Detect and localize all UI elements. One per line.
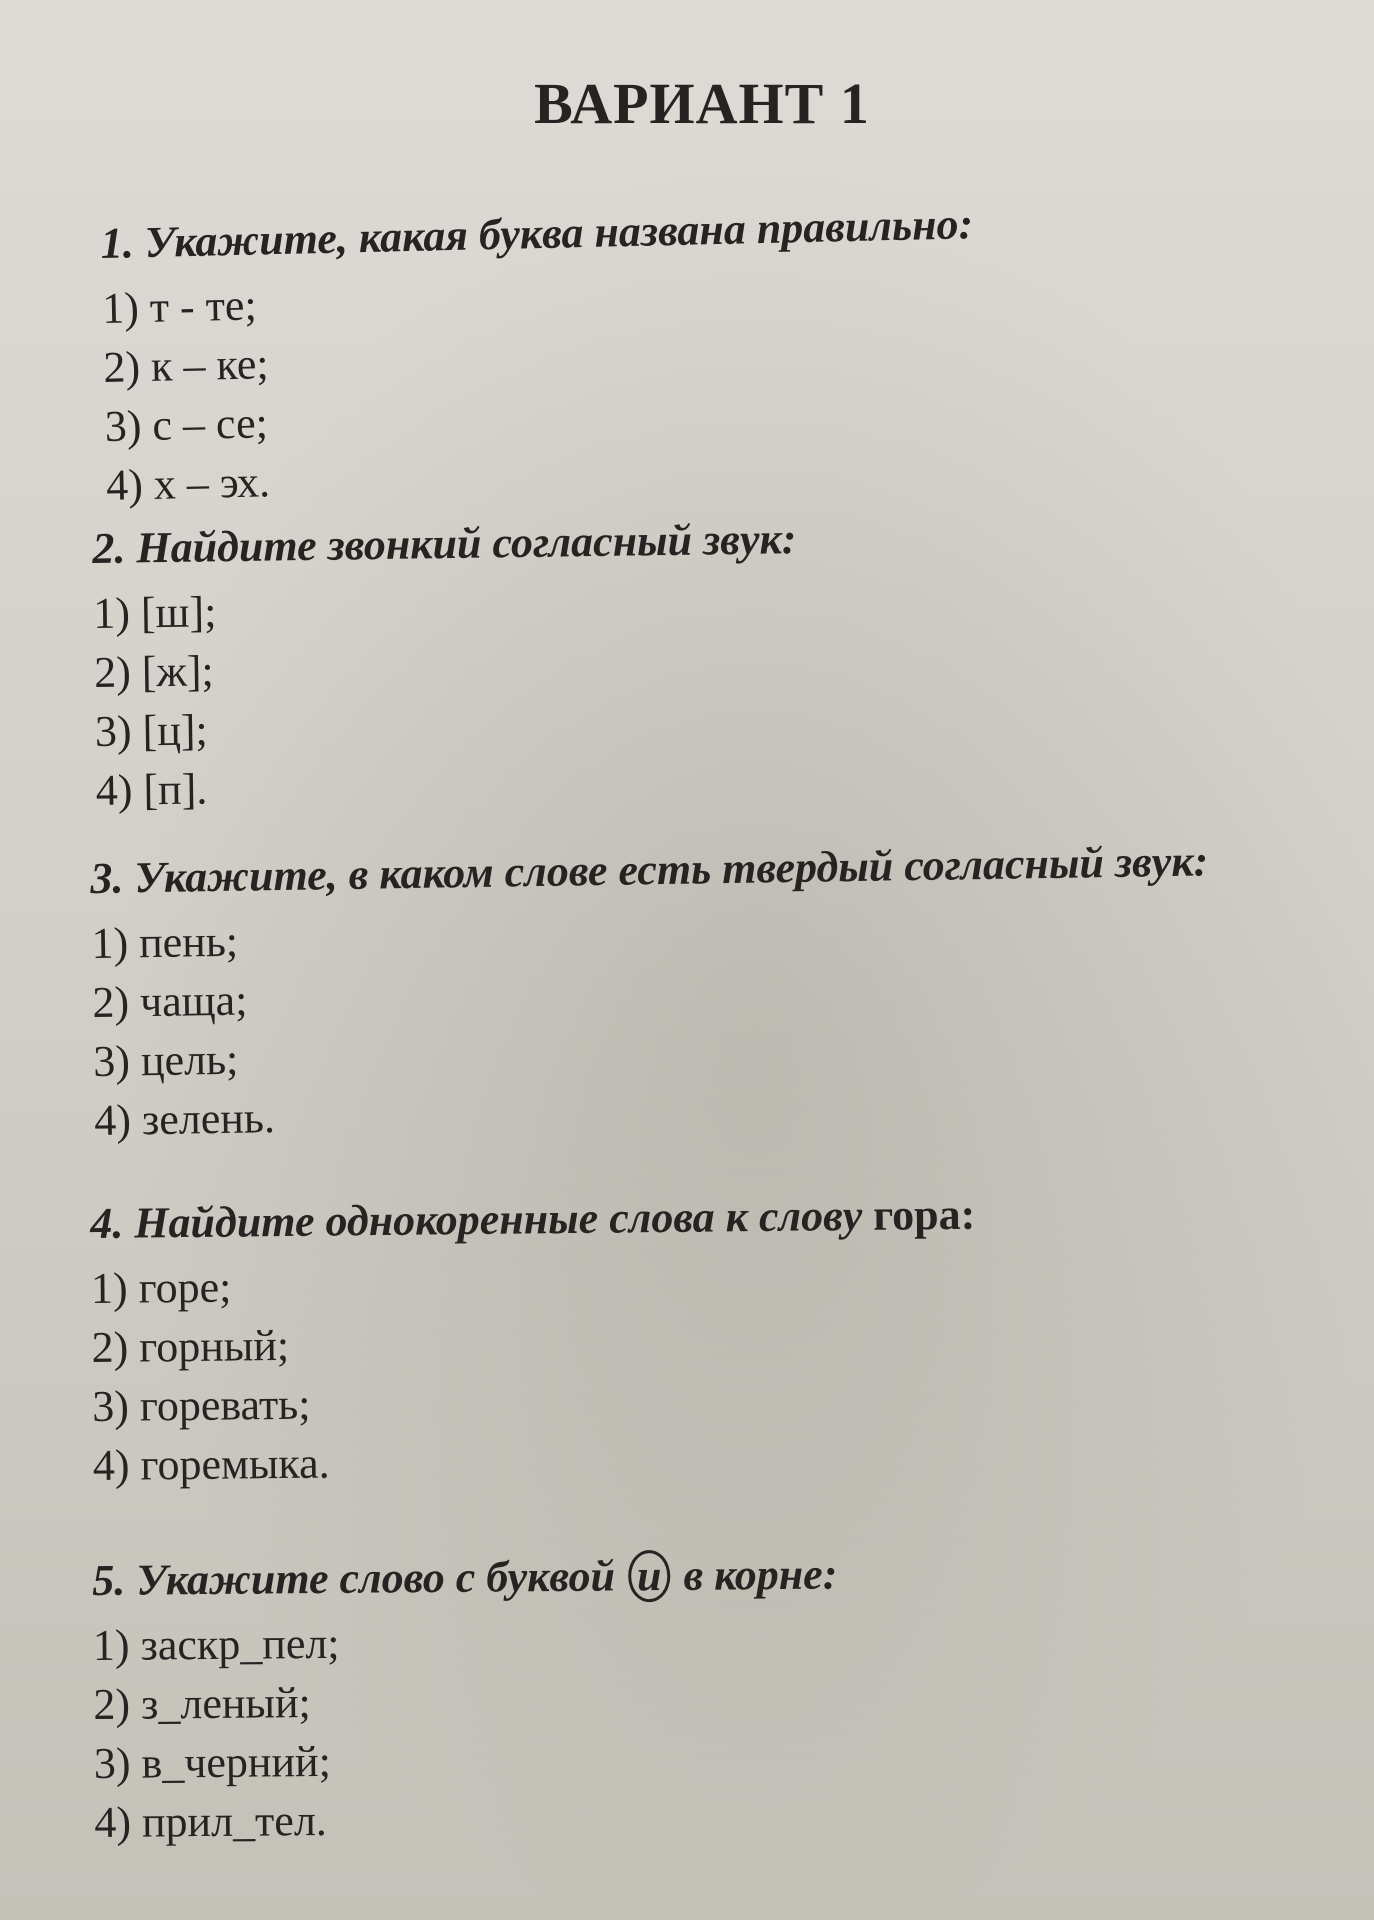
answer-option: 3) [ц]; [94,705,209,756]
answer-option: 4) прил_тел. [94,1795,327,1847]
question-title: 3. Укажите, в каком слове есть твердый согласный звук: [90,836,1209,903]
answer-option: 4) горемыка. [92,1438,330,1490]
answer-list [93,1605,1365,1852]
answer-option: 4) х – эх. [105,457,271,510]
answer-option: 1) горе; [90,1262,232,1313]
question-title: 2. Найдите звонкий согласный звук: [92,514,797,573]
answer-option: 2) чаща; [92,975,248,1027]
answer-option: 4) [п]. [95,764,208,815]
question-2 [92,502,1366,820]
answer-option: 2) к – ке; [102,339,270,392]
question-title [92,1541,1362,1610]
answer-list [91,1246,1363,1495]
question-4 [90,1182,1363,1495]
answer-option: 1) [ш]; [92,587,217,638]
question-title-after: в корне: [672,1549,838,1600]
question-title-word: гора: [872,1189,976,1240]
question-3 [90,830,1365,1150]
answer-option: 2) [ж]; [93,646,215,697]
answer-option: 1) заскр_пел; [92,1618,340,1670]
answer-option: 3) горевать; [91,1379,311,1431]
answer-option: 1) пень; [91,916,239,968]
question-title: 1. Укажите, какая буква названа правильно: [100,199,974,268]
question-title-main: 4. Найдите однокоренные слова к слову [90,1190,874,1248]
question-title [90,1182,1361,1253]
question-5 [92,1541,1365,1852]
circled-letter: и [628,1550,671,1602]
question-title-before: 5. Укажите слово с буквой [92,1551,627,1605]
answer-list [101,250,1374,515]
answer-option: 3) цель; [92,1034,239,1086]
answer-option: 4) зелень. [93,1093,276,1145]
answer-option: 3) в_черний; [93,1736,332,1788]
answer-option: 2) з_леный; [93,1678,311,1729]
answer-option: 3) с – се; [104,398,269,451]
question-1 [100,186,1374,515]
answer-list [91,894,1365,1150]
answer-option: 1) т - те; [101,280,258,333]
page-title: ВАРИАНТ 1 [534,71,870,136]
answer-list [93,566,1366,820]
answer-option: 2) горный; [91,1320,290,1372]
